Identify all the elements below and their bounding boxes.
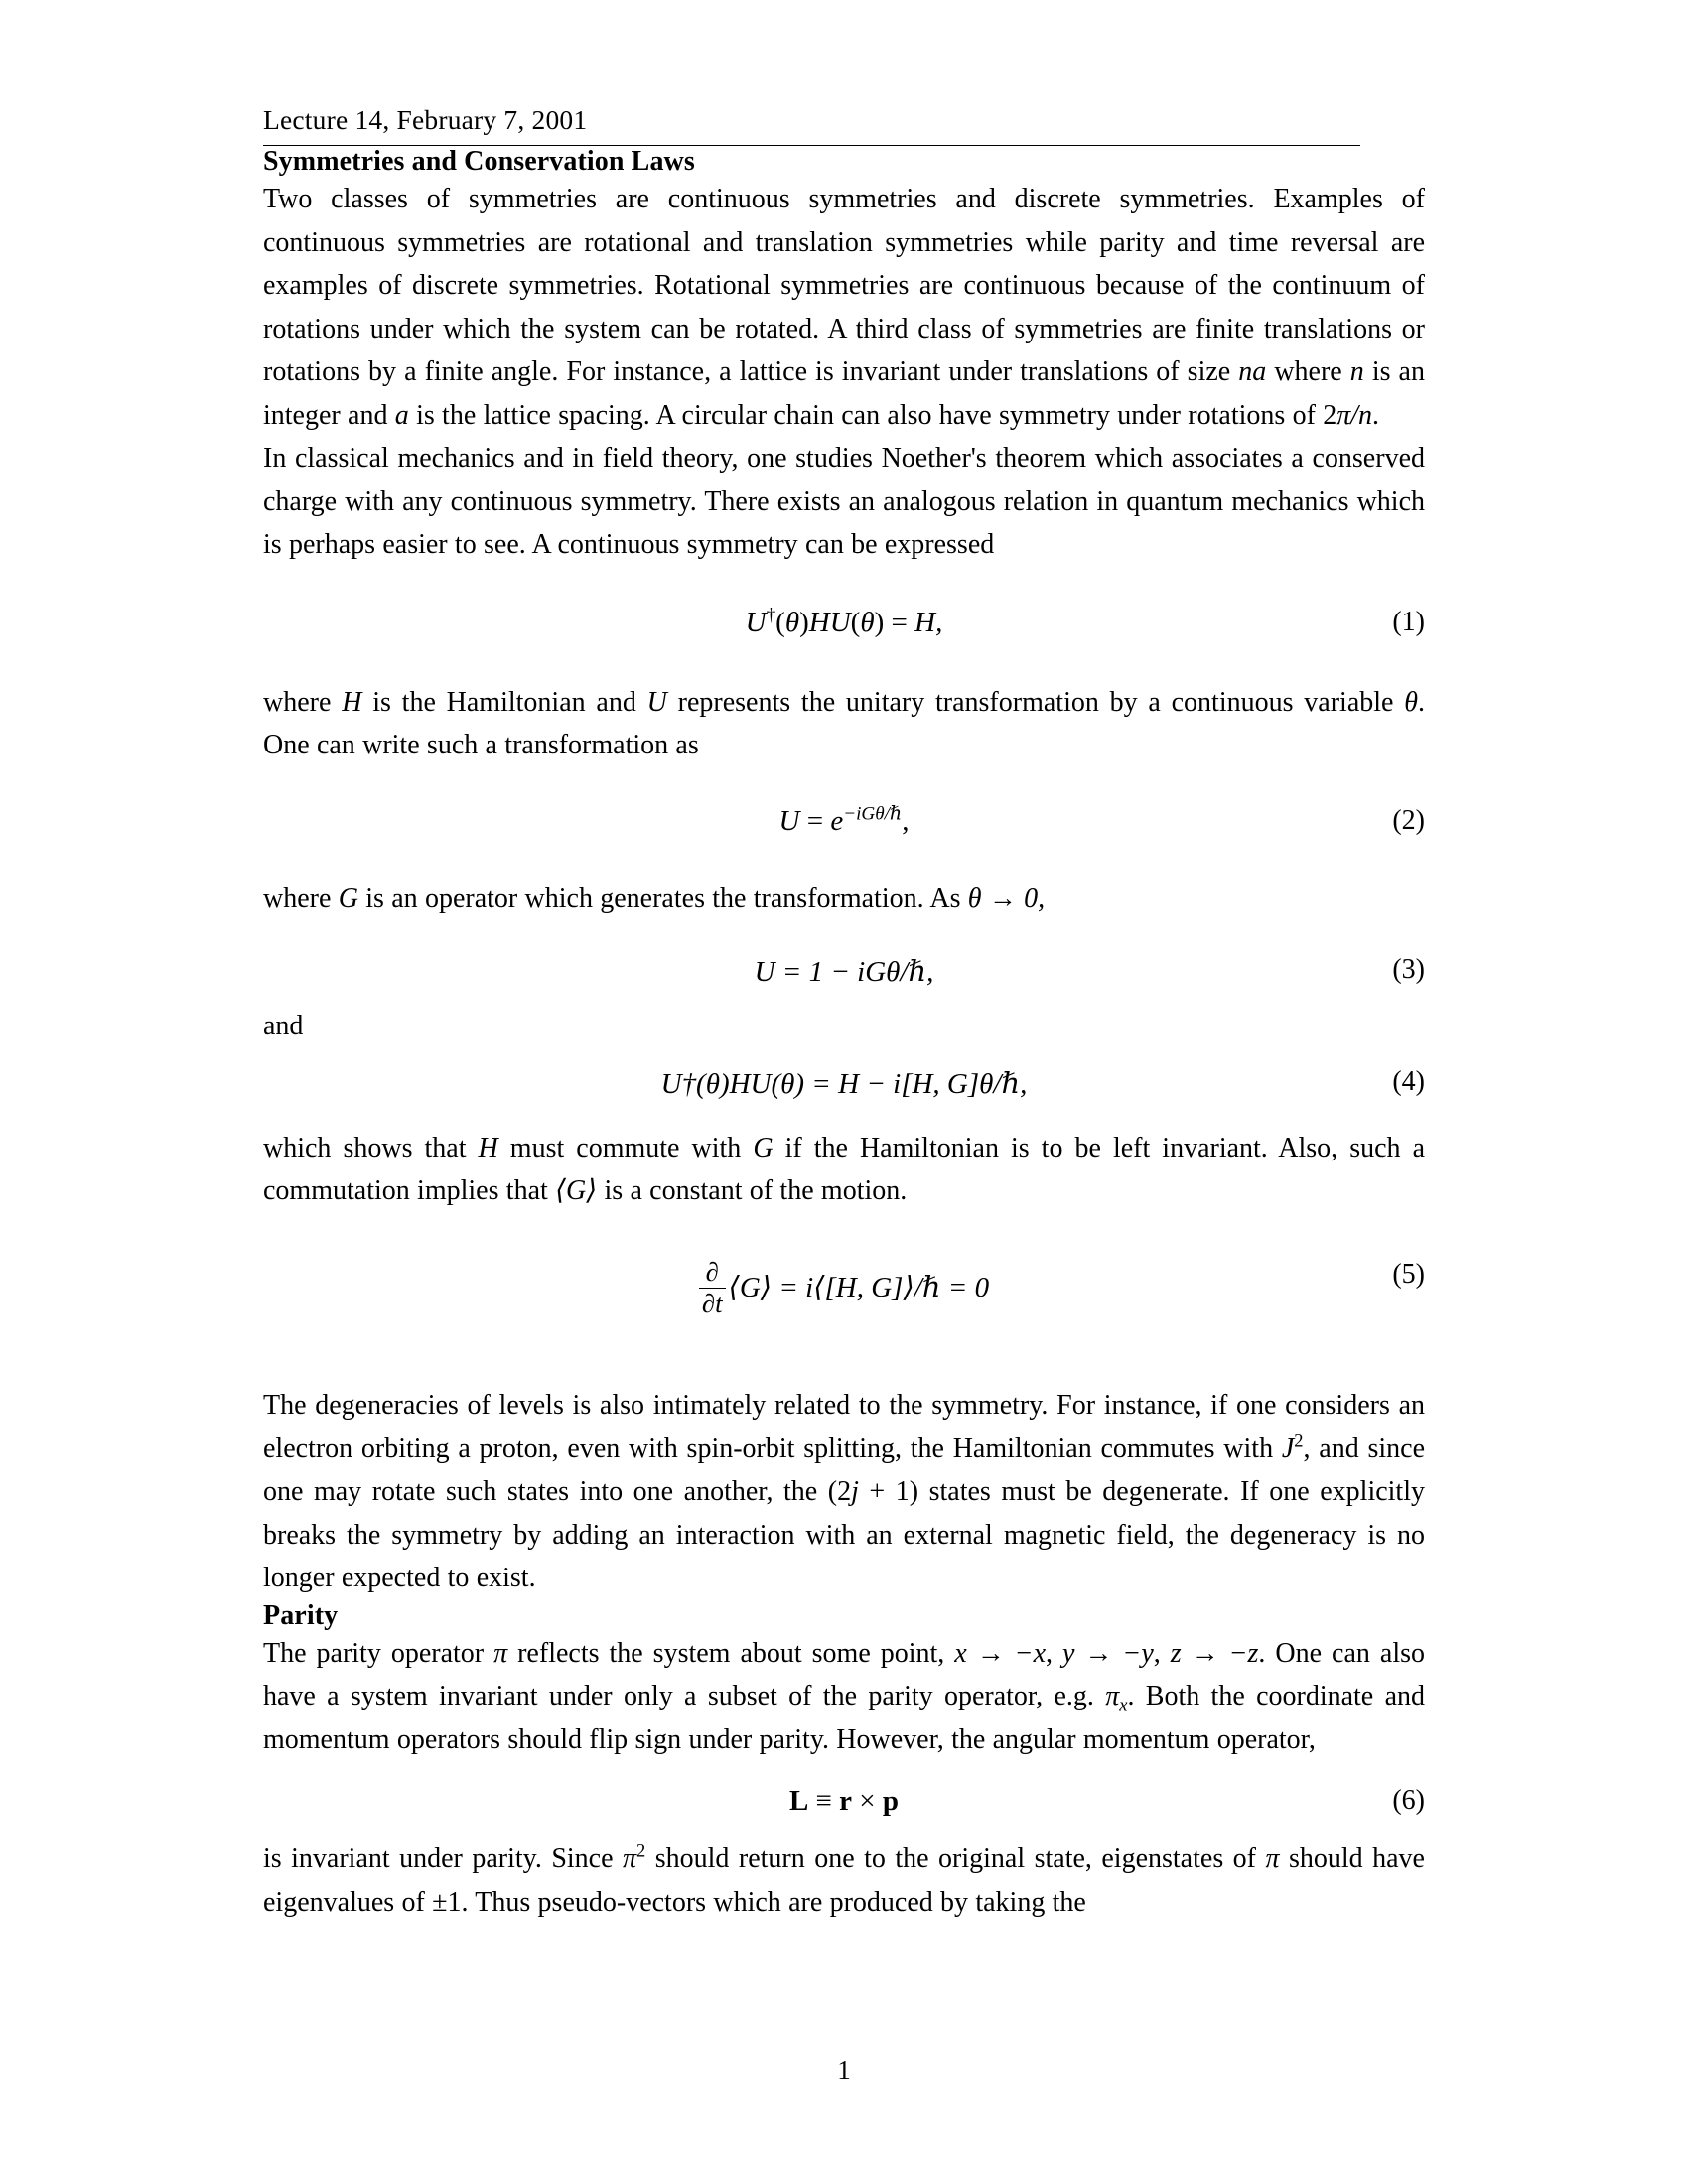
paragraph-degeneracies (263, 1384, 1425, 1600)
eq1-H: H (808, 606, 830, 638)
page-content (263, 104, 1425, 1924)
math-H: H (342, 686, 362, 718)
math-na: na (1238, 356, 1267, 387)
paragraph-noether: In classical mechanics and in field theory, one studies Noether's theorem which associates a conserved charge with any continuous symmetry. There exists an analogous relation in quantum mechanics which is perhaps easier to see. A continuous symmetry can be expressed (263, 443, 1425, 560)
equation-3 (263, 954, 1425, 989)
math-theta: θ (1404, 686, 1418, 718)
ptextp-c: . One can also have a system invariant under only a subset of the parity operator, e.g. (263, 1637, 1425, 1712)
eq1-theta: θ (784, 606, 800, 638)
partial-derivative-fraction (699, 1258, 726, 1320)
math-pi-parity: π (493, 1637, 508, 1669)
math-G2: G (753, 1132, 774, 1163)
ptextp-d: . Both the coordinate and momentum operators should flip sign under parity. However, the angular momentum operator, (263, 1681, 1425, 1755)
eq2-U: U (778, 804, 800, 837)
eq5-rest: ⟨G⟩ = i⟨[H, G]⟩/ℏ = 0 (728, 1271, 990, 1303)
math-pi-sq: π (623, 1843, 637, 1875)
math-theta-limit: θ → 0, (967, 883, 1046, 914)
paragraph-text-b: where (1266, 356, 1350, 387)
equation-1-body (745, 604, 943, 639)
ptext6-c: + 1) states must be degenerate. If one explicitly breaks the symmetry by adding an interaction with an external magnetic field, the degeneracy is no longer expected to exist. (263, 1476, 1425, 1594)
ptextp-a: The parity operator (263, 1637, 494, 1669)
eq2-exponent: −iGθ/ℏ (843, 802, 903, 824)
equation-2-number: (2) (1392, 804, 1425, 836)
paragraph-and: and (263, 1011, 304, 1041)
equation-1 (263, 604, 1425, 639)
section-heading-parity: Parity (263, 1599, 339, 1631)
eq1-lparen2: ( (850, 606, 861, 638)
paragraph-pseudo-vectors (263, 1838, 1425, 1924)
math-pi-sq-exponent: 2 (636, 1841, 646, 1861)
math-H2: H (478, 1132, 498, 1163)
eq1-U: U (745, 606, 767, 638)
eq1-rparen2: ) (874, 606, 885, 638)
math-pi-eigen: π (1265, 1843, 1280, 1875)
math-avg-G: ⟨G⟩ (555, 1175, 598, 1206)
math-z-flip: z → −z (1170, 1637, 1259, 1669)
eq2-equals: = (799, 804, 831, 837)
math-x-flip: x → −x (954, 1637, 1047, 1669)
math-G: G (338, 883, 358, 914)
ptextp2-c: should have eigenvalues of ±1. Thus pseudo-vectors which are produced by taking the (263, 1843, 1425, 1918)
ptextp-b: reflects the system about some point, (507, 1637, 955, 1669)
paragraph-two-classes (263, 178, 1425, 437)
eq2-e: e (830, 804, 844, 837)
ptext5-a: which shows that (263, 1132, 479, 1163)
equation-5-number: (5) (1392, 1258, 1425, 1290)
math-n: n (1349, 356, 1364, 387)
eq6-cross: × (852, 1785, 883, 1818)
math-j: j (851, 1476, 859, 1508)
eq1-theta2: θ (860, 606, 875, 638)
comma-2: , (1153, 1637, 1171, 1669)
equation-1-number: (1) (1392, 606, 1425, 637)
equation-6-number: (6) (1392, 1785, 1425, 1817)
ptextp2-b: should return one to the original state, eigenstates of (645, 1843, 1266, 1875)
ptext-a: where (263, 686, 343, 718)
paragraph-text-d: is the lattice spacing. A circular chain can also have symmetry under rotations of 2 (408, 399, 1337, 431)
paragraph-parity-operator (263, 1632, 1425, 1762)
eq6-r: r (839, 1785, 853, 1818)
ptext5-b: must commute with (497, 1132, 754, 1163)
eq1-rparen: ) (799, 606, 809, 638)
eq2-comma: , (902, 804, 910, 837)
paragraph-where-H (263, 681, 1425, 767)
math-J: J (1281, 1433, 1295, 1464)
eq6-equiv: ≡ (808, 1785, 840, 1818)
paragraph-text: Two classes of symmetries are continuous symmetries and discrete symmetries. Examples of continuous symmetries are rotational and translation symmetries while parity and time reversal are examples of discrete symmetries. Rotational symmetries are continuous because of the continuum of rotations under which the system can be rotated. A third class of symmetries are finite translations or rotations by a finite angle. For instance, a lattice is invariant under translations of size (263, 184, 1425, 387)
math-pi-x: π (1105, 1681, 1120, 1712)
ptextp2-a: is invariant under parity. Since (263, 1843, 623, 1875)
ptext4-b: is an operator which generates the transformation. As (357, 883, 968, 914)
eq1-U2: U (829, 606, 851, 638)
comma-1: , (1046, 1637, 1063, 1669)
frac-numerator: ∂ (699, 1258, 726, 1290)
ptext-c: represents the unitary transformation by a continuous variable (666, 686, 1405, 718)
equation-2-body (778, 802, 910, 838)
paragraph-text-e: . (1372, 399, 1380, 431)
math-y-flip: y → −y (1062, 1637, 1154, 1669)
equation-5-body (699, 1256, 990, 1321)
running-header: Lecture 14, February 7, 2001 (263, 104, 1360, 146)
equation-4 (263, 1066, 1425, 1101)
eq1-lparen: ( (775, 606, 785, 638)
paragraph-text-c: is an integer and (263, 356, 1425, 431)
ptext6-b: , and since one may rotate such states into one another, the (2 (263, 1433, 1425, 1508)
equation-6 (263, 1785, 1425, 1818)
eq6-L: L (788, 1785, 809, 1818)
math-slash-n: /n (1350, 399, 1373, 431)
math-pi: π (1336, 399, 1351, 431)
equation-5 (263, 1256, 1425, 1321)
ptext-b: is the Hamiltonian and (361, 686, 647, 718)
eq6-p: p (882, 1785, 900, 1818)
ptext4-a: where (263, 883, 339, 914)
eq1-equals: = (884, 606, 915, 638)
equation-3-number: (3) (1392, 954, 1425, 985)
ptext5-d: is a constant of the motion. (597, 1175, 908, 1206)
page-number: 1 (837, 2055, 851, 2085)
ptext-d: . One can write such a transformation as (263, 686, 1425, 760)
equation-2 (263, 802, 1425, 838)
equation-4-body: U†(θ)HU(θ) = H − i[H, G]θ/ℏ, (660, 1067, 1028, 1100)
eq1-rhs: H, (914, 606, 943, 638)
eq1-dagger: † (766, 604, 776, 625)
paragraph-generator (263, 878, 1425, 921)
math-a: a (394, 399, 409, 431)
equation-6-body (789, 1785, 899, 1818)
math-J-exponent: 2 (1294, 1431, 1304, 1451)
section-heading-symmetries: Symmetries and Conservation Laws (263, 146, 695, 177)
frac-denominator: ∂t (701, 1289, 723, 1319)
math-U: U (646, 686, 667, 718)
ptext5-c: if the Hamiltonian is to be left invariant. Also, such a commutation implies that (263, 1132, 1425, 1206)
equation-3-body: U = 1 − iGθ/ℏ, (754, 956, 934, 988)
math-pi-x-subscript: x (1119, 1695, 1128, 1715)
ptext6-a: The degeneracies of levels is also intimately related to the symmetry. For instance, if one considers an electron orbiting a proton, even with spin-orbit splitting, the Hamiltonian commutes with (263, 1390, 1425, 1464)
equation-4-number: (4) (1392, 1065, 1425, 1097)
paragraph-commute (263, 1127, 1425, 1213)
